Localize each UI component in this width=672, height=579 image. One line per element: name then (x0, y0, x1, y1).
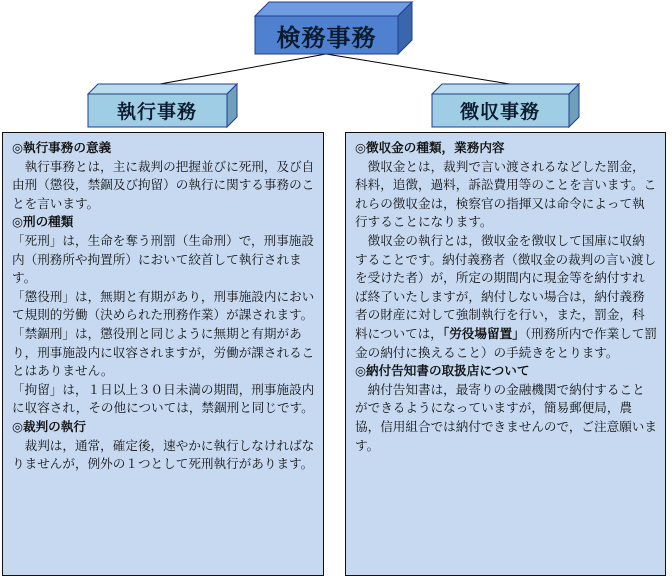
shikko-jimu-description-panel (2, 132, 324, 576)
root-node-label: 検務事務 (276, 23, 377, 52)
text-segment: 徴収金の執行とは，徴収金を徴収して国庫に収納することです。納付義務者（徴収金の裁判の言い渡しを受けた者）が，所定の期間内に現金等を納付すれば終了いたしますが，納付しない場合は，納付義務者の財産に対して強制執行を行い，また，罰金，科料については， (355, 232, 657, 341)
section-heading-kei-shurui: ◎刑の種類 (12, 214, 74, 230)
section-heading-saiban-shikko: ◎裁判の執行 (12, 418, 86, 434)
emphasis-roekijo-ryuchi: 「労役場留置」 (442, 325, 525, 341)
connector-root-to-right (326, 54, 510, 84)
branch-node-shikko-jimu (88, 84, 237, 127)
connector-root-to-left (160, 54, 326, 84)
section-heading-noufu-kokuchisho: ◎納付告知書の取扱店について (355, 363, 530, 379)
section-text: 執行事務とは，主に裁判の把握並びに死刑，及び自由刑（懲役，禁錮及び拘留）の執行に関する事務のことを言います。 (12, 158, 315, 211)
section-text-shikei: 「死刑」は，生命を奪う刑罰（生命刑）で，刑事施設内（刑務所や拘置所）において絞首して執行されます。 (12, 232, 314, 286)
choshu-jimu-description-panel (345, 132, 666, 576)
section-text: 徴収金とは，裁判で言い渡されるなどした罰金，科料，追徴，過料，訴訟費用等のことを言います。これらの徴収金は，検察官の指揮又は命令によって執行することになります。 (355, 158, 657, 230)
branch-node-label: 徴収事務 (459, 101, 540, 123)
section-text-koryu: 「拘留」は，１日以上３０日未満の期間，刑事施設内に収容され，その他については，禁錮刑と同じです。 (12, 381, 315, 416)
branch-node-label: 執行事務 (116, 101, 197, 123)
root-node-kenmu-jimu (255, 2, 412, 54)
section-text-choekikei: 「懲役刑」は，無期と有期があり，刑事施設内において規則的労働（決められた刑務作業）が課されます。 (12, 288, 315, 323)
text-segment: （刑務所内で作業して罰金の納付に換えること）の手続きをとります。 (355, 325, 657, 360)
section-heading-shikko-igi: ◎執行事務の意義 (12, 140, 112, 155)
section-text-shikko (355, 232, 657, 362)
section-text: 裁判は，通常，確定後，速やかに執行しなければなりませんが，例外の１つとして死刑執行があります。 (12, 437, 315, 472)
branch-node-choshu-jimu (432, 84, 579, 127)
section-heading-choshukin-shurui: ◎徴収金の種類，業務内容 (355, 140, 505, 155)
section-text-kinkokei: 「禁錮刑」は，懲役刑と同じように無期と有期があり，刑事施設内に収容されますが，労働が課されることはありません。 (12, 325, 315, 379)
section-text: 納付告知書は，最寄りの金融機関で納付することができるようになっていますが，簡易郵便局，農協，信用組合では納付できませんので，ご注意願います。 (355, 381, 657, 453)
